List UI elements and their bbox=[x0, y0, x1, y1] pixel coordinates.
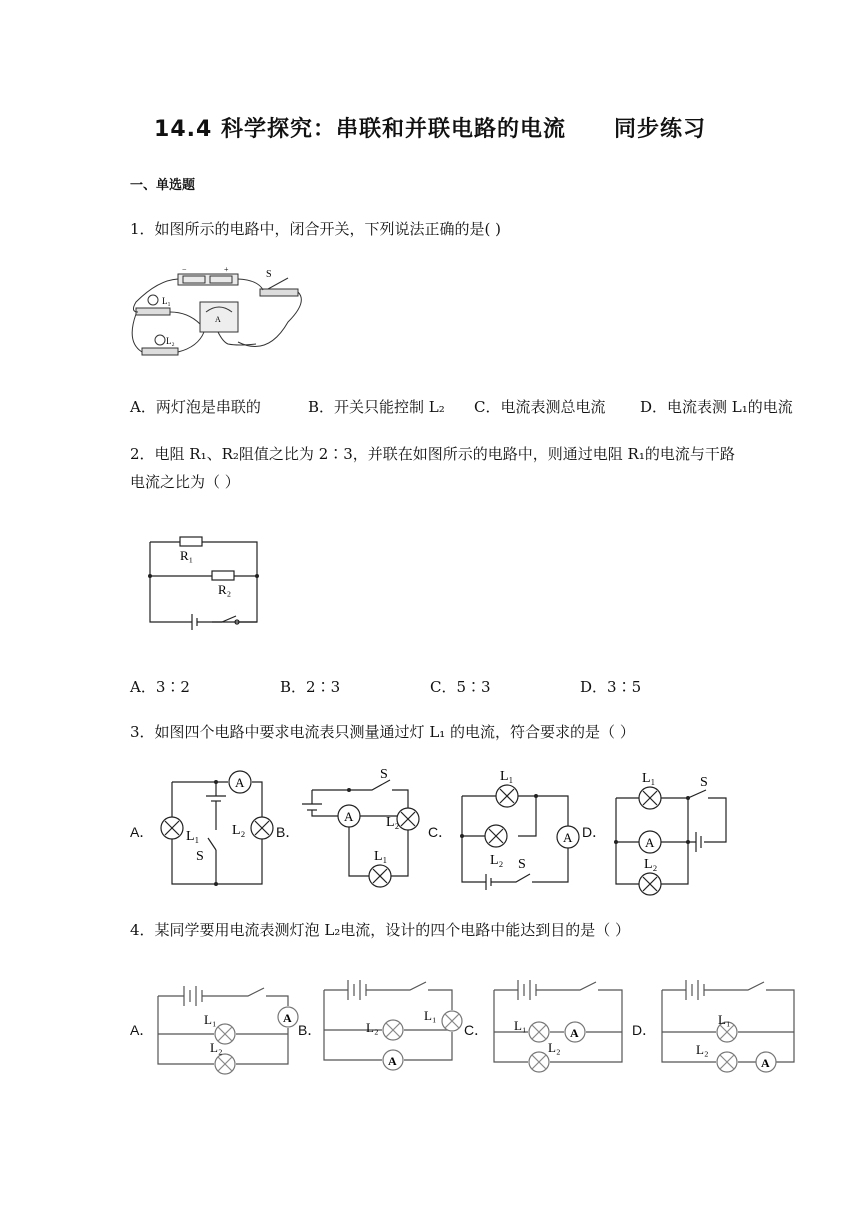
q3a-s: S bbox=[196, 849, 204, 864]
q1-fig-minus: − bbox=[182, 265, 187, 274]
q4d-l1: L₁ bbox=[718, 1012, 731, 1027]
title-suffix: 同步练习 bbox=[613, 117, 706, 142]
q4-figure-c bbox=[488, 974, 638, 1084]
q4a-ammeter: A bbox=[283, 1011, 292, 1025]
q1-option-a[interactable]: A．两灯泡是串联的 bbox=[130, 398, 261, 416]
q4-figure-b bbox=[318, 974, 468, 1084]
question-1-stem: 1．如图所示的电路中，闭合开关，下列说法正确的是( ) bbox=[130, 220, 502, 238]
q3a-l2: L₂ bbox=[232, 823, 246, 838]
q3b-l2: L₂ bbox=[386, 815, 400, 830]
q3-figure-a bbox=[156, 770, 276, 890]
q1-fig-l1: L₁ bbox=[162, 296, 171, 306]
q4-figure-a bbox=[152, 978, 302, 1088]
q2-fig-r2: R₂ bbox=[218, 582, 232, 597]
q3d-l2: L₂ bbox=[644, 857, 658, 872]
question-1-figure bbox=[128, 262, 308, 362]
q2-option-a[interactable]: A．3∶2 bbox=[130, 678, 190, 696]
title-main: 14.4 科学探究：串联和并联电路的电流 bbox=[154, 117, 566, 142]
q1-option-c[interactable]: C．电流表测总电流 bbox=[474, 398, 606, 416]
q4-label-c[interactable]: C． bbox=[464, 1022, 489, 1038]
q4-label-d[interactable]: D． bbox=[632, 1022, 657, 1038]
q3-label-a[interactable]: A． bbox=[130, 824, 154, 840]
q4-label-b[interactable]: B． bbox=[298, 1022, 322, 1038]
q2-option-c[interactable]: C．5∶3 bbox=[430, 678, 491, 696]
q3-label-c[interactable]: C． bbox=[428, 824, 453, 840]
q4c-l2: L₂ bbox=[548, 1040, 561, 1055]
q2-stem-line1: 2．电阻 R₁、R₂阻值之比为 2∶3，并联在如图所示的电路中，则通过电阻 R₁的电流与干路 bbox=[130, 445, 735, 463]
q1-fig-l2: L₂ bbox=[166, 336, 175, 346]
question-1-options bbox=[130, 396, 793, 417]
q3d-s: S bbox=[700, 775, 708, 790]
section-heading: 一、单选题 bbox=[130, 178, 196, 193]
q4d-l2: L₂ bbox=[696, 1042, 709, 1057]
q3d-l1: L₁ bbox=[642, 771, 656, 786]
q1-option-b[interactable]: B．开关只能控制 L₂ bbox=[308, 398, 445, 416]
q1-option-d[interactable]: D．电流表测 L₁的电流 bbox=[640, 398, 793, 416]
q1-fig-a: A bbox=[215, 315, 221, 324]
q2-option-d[interactable]: D．3∶5 bbox=[580, 678, 642, 696]
q1-fig-s: S bbox=[266, 269, 272, 280]
q4d-ammeter: A bbox=[761, 1056, 770, 1070]
q4c-ammeter: A bbox=[570, 1026, 579, 1040]
q3-figure-b bbox=[296, 768, 436, 893]
q3c-ammeter: A bbox=[563, 830, 573, 845]
q3-label-b[interactable]: B． bbox=[276, 824, 300, 840]
q4b-l2: L₂ bbox=[366, 1020, 379, 1035]
q3-figure-d bbox=[608, 766, 738, 891]
q4-figure-d bbox=[656, 974, 806, 1084]
q4a-l2: L₂ bbox=[210, 1040, 223, 1055]
q3c-s: S bbox=[518, 857, 526, 872]
q2-option-b[interactable]: B．2∶3 bbox=[280, 678, 341, 696]
q4a-l1: L₁ bbox=[204, 1012, 217, 1027]
question-4-stem: 4．某同学要用电流表测灯泡 L₂电流，设计的四个电路中能达到目的是（ ） bbox=[130, 921, 631, 939]
q3a-ammeter: A bbox=[235, 775, 245, 790]
q1-fig-plus: + bbox=[224, 265, 229, 274]
question-2-stem bbox=[130, 440, 820, 496]
q4c-l1: L₁ bbox=[514, 1018, 527, 1033]
question-2-options bbox=[130, 676, 641, 697]
q3b-s: S bbox=[380, 767, 388, 782]
q3d-ammeter: A bbox=[645, 835, 655, 850]
question-2-figure bbox=[140, 530, 270, 630]
q2-stem-line2: 电流之比为（ ） bbox=[130, 473, 240, 491]
q4-label-a[interactable]: A． bbox=[130, 1022, 154, 1038]
q2-fig-r1: R₁ bbox=[180, 548, 194, 563]
q4b-ammeter: A bbox=[388, 1054, 397, 1068]
q3c-l1: L₁ bbox=[500, 769, 514, 784]
q3a-l1: L₁ bbox=[186, 829, 200, 844]
q3b-l1: L₁ bbox=[374, 849, 388, 864]
q3b-ammeter: A bbox=[344, 809, 354, 824]
q3-figure-c bbox=[456, 766, 586, 891]
question-3-stem: 3．如图四个电路中要求电流表只测量通过灯 L₁ 的电流，符合要求的是（ ） bbox=[130, 723, 635, 741]
q3c-l2: L₂ bbox=[490, 853, 504, 868]
page-title bbox=[0, 112, 860, 143]
q3-label-d[interactable]: D． bbox=[582, 824, 607, 840]
q4b-l1: L₁ bbox=[424, 1008, 437, 1023]
